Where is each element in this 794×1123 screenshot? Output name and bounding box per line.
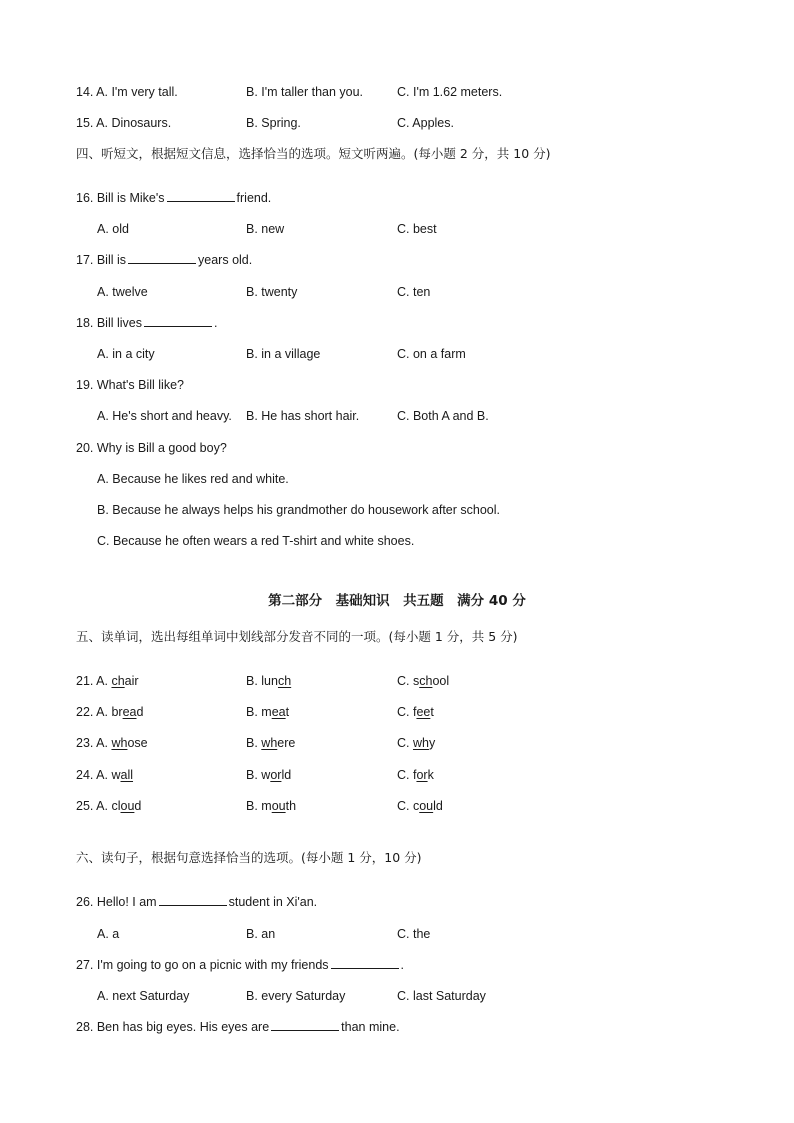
word-part: ld — [281, 768, 292, 782]
question-number: 21. A. — [76, 674, 108, 688]
question-25-option-c — [397, 798, 443, 814]
answer-blank — [331, 957, 399, 969]
underlined-letters: or — [270, 768, 282, 782]
word-part: th — [285, 799, 297, 813]
underlined-letters: ch — [277, 674, 292, 688]
question-25-option-b — [246, 798, 296, 814]
answer-blank — [167, 190, 235, 202]
question-27-stem — [76, 957, 404, 973]
word-part: k — [427, 768, 434, 782]
word-part: br — [111, 705, 123, 719]
underlined-letters: ch — [111, 674, 125, 688]
question-14-option-c: C. I'm 1.62 meters. — [397, 85, 503, 99]
question-26-option-a: A. a — [97, 927, 120, 941]
question-24-option-c — [397, 767, 434, 783]
question-14-option-b: B. I'm taller than you. — [246, 85, 364, 99]
question-20-stem: 20. Why is Bill a good boy? — [76, 441, 227, 455]
question-27-text-post: . — [400, 958, 404, 972]
word-part: cl — [111, 799, 121, 813]
underlined-letters: ou — [419, 799, 434, 813]
question-number: 23. A. — [76, 736, 108, 750]
question-26-option-b: B. an — [246, 927, 276, 941]
question-number: 25. A. — [76, 799, 108, 813]
question-15-option-b: B. Spring. — [246, 116, 301, 130]
word-part: w — [111, 768, 121, 782]
underlined-letters: ou — [120, 799, 135, 813]
word-part: ool — [432, 674, 450, 688]
question-18-option-b: B. in a village — [246, 347, 321, 361]
question-26-option-c: C. the — [397, 927, 431, 941]
question-24-option-a — [76, 767, 133, 783]
word-part: C. — [397, 736, 413, 750]
question-22-option-b — [246, 704, 289, 720]
word-part: C. c — [397, 799, 420, 813]
question-16-text-pre: 16. Bill is Mike's — [76, 191, 165, 205]
question-21-option-c — [397, 673, 449, 689]
question-26-text-pre: 26. Hello! I am — [76, 895, 157, 909]
question-20-option-b: B. Because he always helps his grandmother do housework after school. — [97, 503, 501, 517]
word-part: y — [428, 736, 436, 750]
underlined-letters: or — [416, 768, 428, 782]
underlined-letters: wh — [111, 736, 128, 750]
question-17-text-post: years old. — [198, 253, 253, 267]
question-23-option-a — [76, 735, 148, 751]
word-part: t — [430, 705, 434, 719]
section-4-heading: 四、听短文，根据短文信息，选择恰当的选项。短文听两遍。(每小题 2 分，共 10 分) — [76, 146, 551, 161]
question-16-text-post: friend. — [236, 191, 272, 205]
question-16-stem — [76, 190, 271, 206]
question-16-option-c: C. best — [397, 222, 437, 236]
word-part: C. f — [397, 768, 417, 782]
question-19-option-a: A. He's short and heavy. — [97, 409, 232, 423]
underlined-letters: ea — [271, 705, 286, 719]
question-16-option-a: A. old — [97, 222, 129, 236]
underlined-letters: ou — [271, 799, 286, 813]
answer-blank — [144, 315, 212, 327]
question-18-option-a: A. in a city — [97, 347, 155, 361]
underlined-letters: wh — [261, 736, 278, 750]
question-27-text-pre: 27. I'm going to go on a picnic with my friends — [76, 958, 329, 972]
question-15-option-a: 15. A. Dinosaurs. — [76, 116, 172, 130]
word-part: ose — [127, 736, 148, 750]
question-18-option-c: C. on a farm — [397, 347, 466, 361]
question-24-option-b — [246, 767, 291, 783]
word-part: B. w — [246, 768, 271, 782]
word-part: t — [285, 705, 290, 719]
question-27-option-c: C. last Saturday — [397, 989, 486, 1003]
answer-blank — [159, 894, 227, 906]
question-number: 24. A. — [76, 768, 108, 782]
question-14-option-a: 14. A. I'm very tall. — [76, 85, 178, 99]
question-27-option-b: B. every Saturday — [246, 989, 346, 1003]
question-19-option-c: C. Both A and B. — [397, 409, 489, 423]
question-28-text-post: than mine. — [341, 1020, 400, 1034]
question-21-option-b — [246, 673, 291, 689]
question-number: 22. A. — [76, 705, 108, 719]
question-28-text-pre: 28. Ben has big eyes. His eyes are — [76, 1020, 270, 1034]
question-19-option-b: B. He has short hair. — [246, 409, 360, 423]
question-26-stem — [76, 894, 317, 910]
question-17-text-pre: 17. Bill is — [76, 253, 127, 267]
word-part: ld — [433, 799, 443, 813]
underlined-letters: ee — [416, 705, 431, 719]
part-2-title: 第二部分 基础知识 共五题 满分 40 分 — [268, 593, 526, 609]
word-part: C. s — [397, 674, 420, 688]
section-6-heading: 六、读句子，根据句意选择恰当的选项。(每小题 1 分，10 分) — [76, 850, 422, 865]
question-20-option-c: C. Because he often wears a red T-shirt and white shoes. — [97, 534, 415, 548]
word-part: B. m — [246, 799, 272, 813]
answer-blank — [128, 252, 196, 264]
word-part: C. f — [397, 705, 417, 719]
question-19-stem: 19. What's Bill like? — [76, 378, 184, 392]
question-18-stem — [76, 315, 217, 331]
answer-blank — [271, 1019, 339, 1031]
question-18-text-pre: 18. Bill lives — [76, 316, 142, 330]
question-22-option-c — [397, 704, 434, 720]
question-25-option-a — [76, 798, 141, 814]
section-5-heading: 五、读单词，选出每组单词中划线部分发音不同的一项。(每小题 1 分，共 5 分) — [76, 629, 518, 644]
question-16-option-b: B. new — [246, 222, 285, 236]
question-23-option-c — [397, 735, 435, 751]
question-28-stem — [76, 1019, 400, 1035]
word-part: air — [124, 674, 139, 688]
question-17-stem — [76, 252, 252, 268]
underlined-letters: wh — [412, 736, 429, 750]
word-part: B. m — [246, 705, 272, 719]
underlined-letters: ea — [122, 705, 137, 719]
question-17-option-a: A. twelve — [97, 285, 148, 299]
question-18-text-post: . — [214, 316, 218, 330]
underlined-letters: all — [120, 768, 134, 782]
word-part: B. lun — [246, 674, 278, 688]
word-part: B. — [246, 736, 262, 750]
word-part: ere — [277, 736, 296, 750]
question-27-option-a: A. next Saturday — [97, 989, 190, 1003]
word-part: d — [136, 705, 144, 719]
question-21-option-a — [76, 673, 139, 689]
question-15-option-c: C. Apples. — [397, 116, 454, 130]
question-23-option-b — [246, 735, 295, 751]
question-20-option-a: A. Because he likes red and white. — [97, 472, 289, 486]
question-17-option-c: C. ten — [397, 285, 431, 299]
question-22-option-a — [76, 704, 143, 720]
question-17-option-b: B. twenty — [246, 285, 298, 299]
word-part: d — [134, 799, 142, 813]
underlined-letters: ch — [419, 674, 433, 688]
question-26-text-post: student in Xi'an. — [228, 895, 318, 909]
